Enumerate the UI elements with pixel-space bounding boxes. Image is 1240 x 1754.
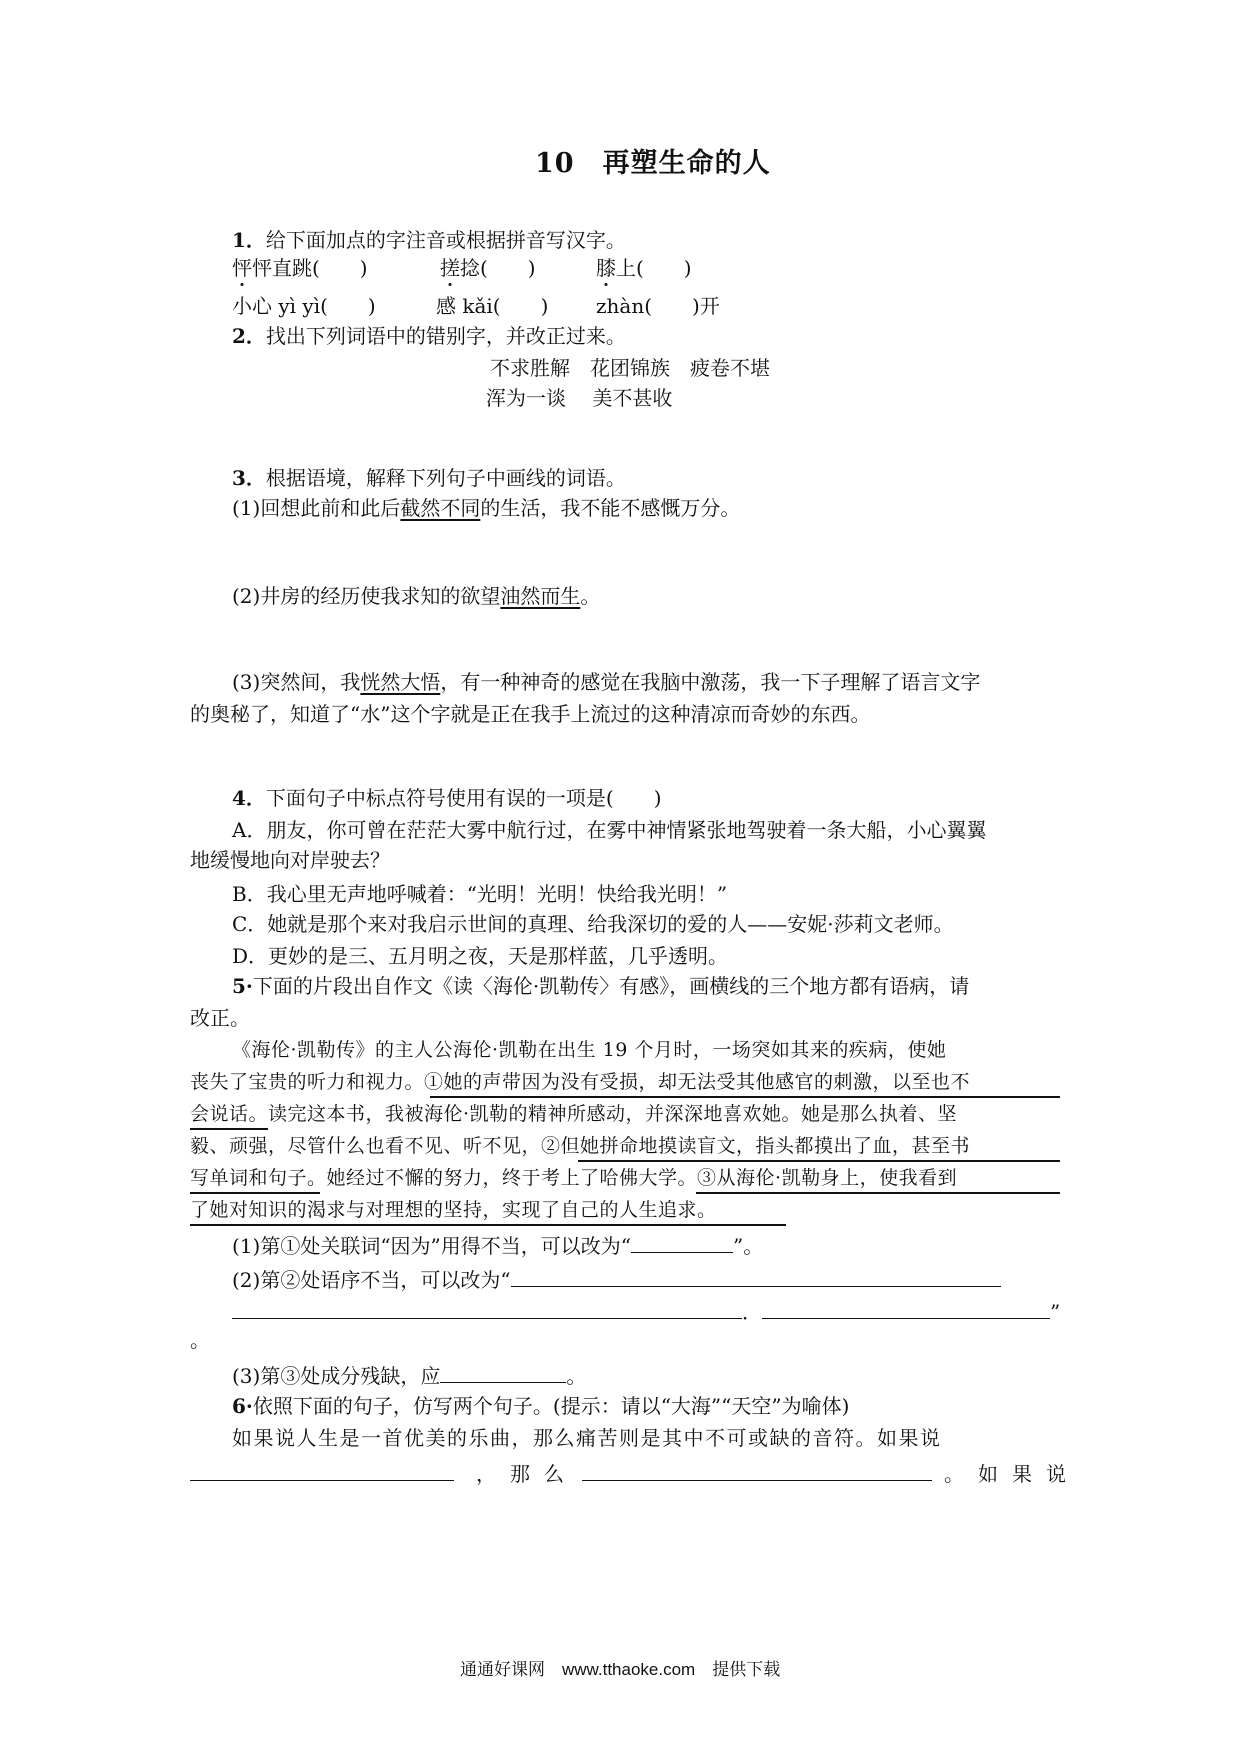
passage-line-3: 会说话。读完这本书，我被海伦·凯勒的精神所感动，并深深地喜欢她。她是那么执着、坚 xyxy=(190,1103,958,1125)
question-5-sub-3: (3)第③处成分残缺，应 。 xyxy=(232,1360,586,1390)
question-5-text: 下面的片段出自作文《读〈海伦·凯勒传〉有感》，画横线的三个地方都有语病，请 xyxy=(252,974,970,998)
dotted-char: 膝 xyxy=(596,256,616,280)
flawed-sentence-2: ②但她拼命地摸读盲文，指头都摸出了血，甚至书 xyxy=(541,1135,971,1157)
question-4-text: 下面句子中标点符号使用有误的一项是( ) xyxy=(265,786,662,810)
question-6-number: 6· xyxy=(232,1394,253,1418)
question-3-sentence-3-cont: 的奥秘了，知道了“水”这个字就是正在我手上流过的这种清凉而奇妙的东西。 xyxy=(190,702,871,726)
question-3-prompt xyxy=(232,464,626,492)
question-6-answer-line: ，那么 。如果说 xyxy=(190,1458,1080,1488)
question-5-sub-2-cont: ． ” xyxy=(232,1296,1060,1326)
passage-line-1: 《海伦·凯勒传》的主人公海伦·凯勒在出生 19 个月时，一场突如其来的疾病，使她 xyxy=(232,1039,947,1061)
answer-blank-2b[interactable] xyxy=(232,1296,742,1319)
question-1-item-6: zhàn( )开 xyxy=(596,294,720,318)
underline-2b xyxy=(190,1192,320,1194)
underline-2a xyxy=(578,1160,1060,1162)
flawed-sentence-3: ③从海伦·凯勒身上，使我看到 xyxy=(697,1167,958,1189)
answer-blank-6a[interactable] xyxy=(190,1458,454,1481)
question-1-item-3: 膝上( ) xyxy=(596,256,692,280)
question-6-text: 依照下面的句子，仿写两个句子。(提示：请以“大海”“天空”为喻体) xyxy=(252,1394,850,1418)
question-2-words-2: 浑为一谈 美不甚收 xyxy=(486,386,673,410)
question-5-prompt-cont: 改正。 xyxy=(190,1006,250,1030)
question-4-prompt xyxy=(232,784,662,812)
underline-1a xyxy=(430,1096,1060,1098)
underlined-word: 油然而生 xyxy=(500,584,581,608)
page-footer: 通通好课网 www.tthaoke.com 提供下载 xyxy=(460,1660,781,1679)
question-5-number: 5· xyxy=(232,974,253,998)
answer-blank-2c[interactable] xyxy=(762,1296,1050,1319)
answer-blank-6b[interactable] xyxy=(582,1458,932,1481)
question-1-number: 1． xyxy=(232,228,266,252)
question-1-item-2: 搓捻( ) xyxy=(440,256,536,280)
option-d: D．更妙的是三、五月明之夜，天是那样蓝，几乎透明。 xyxy=(232,944,729,968)
underline-3b xyxy=(190,1224,786,1226)
option-a-cont: 地缓慢地向对岸驶去？ xyxy=(190,848,390,872)
question-2-text: 找出下列词语中的错别字，并改正过来。 xyxy=(265,324,626,348)
passage-line-6: 了她对知识的渴求与对理想的坚持，实现了自己的人生追求。 xyxy=(190,1199,717,1221)
question-5-prompt xyxy=(232,972,969,1000)
passage-line-4: 毅、顽强，尽管什么也看不见、听不见，②但她拼命地摸读盲文，指头都摸出了血，甚至书 xyxy=(190,1135,971,1157)
question-1-item-4: 小心 yì yì( ) xyxy=(232,294,376,318)
question-1-text: 给下面加点的字注音或根据拼音写汉字。 xyxy=(265,228,626,252)
question-3-sentence-3: (3)突然间，我恍然大悟，有一种神奇的感觉在我脑中激荡，我一下子理解了语言文字 xyxy=(232,670,981,694)
page-title: 10 再塑生命的人 xyxy=(535,148,771,179)
question-1-prompt xyxy=(232,226,626,254)
question-1-item-5: 感 kǎi( ) xyxy=(436,294,549,318)
question-2-prompt xyxy=(232,322,626,350)
underlined-word: 截然不同 xyxy=(400,496,481,520)
option-b: B．我心里无声地呼喊着：“光明！光明！快给我光明！” xyxy=(232,882,728,906)
answer-blank-1[interactable] xyxy=(631,1230,733,1253)
question-3-sentence-1: (1)回想此前和此后截然不同的生活，我不能不感慨万分。 xyxy=(232,496,741,520)
option-c: C．她就是那个来对我启示世间的真理、给我深切的爱的人——安妮·莎莉文老师。 xyxy=(232,912,954,936)
question-5-sub-2: (2)第②处语序不当，可以改为“ xyxy=(232,1264,1001,1294)
question-6-prompt xyxy=(232,1392,849,1420)
question-5-sub-1: (1)第①处关联词“因为”用得不当，可以改为“ ”。 xyxy=(232,1230,763,1260)
flawed-sentence-1: ①她的声带因为没有受损，却无法受其他感官的刺激，以至也不 xyxy=(424,1071,971,1093)
question-2-number: 2． xyxy=(232,324,266,348)
question-1-item-1: 怦怦直跳( ) xyxy=(232,256,368,280)
question-2-words-1: 不求胜解 花团锦族 疲卷不堪 xyxy=(490,356,770,380)
answer-blank-3[interactable] xyxy=(440,1360,566,1383)
question-3-text: 根据语境，解释下列句子中画线的词语。 xyxy=(265,466,626,490)
dotted-char: 搓 xyxy=(440,256,460,280)
passage-line-5: 写单词和句子。她经过不懈的努力，终于考上了哈佛大学。③从海伦·凯勒身上，使我看到 xyxy=(190,1167,958,1189)
question-5-sub-2-end: 。 xyxy=(190,1328,210,1352)
underline-1b xyxy=(190,1128,268,1130)
dotted-char: 怦 xyxy=(232,256,252,280)
question-6-example: 如果说人生是一首优美的乐曲，那么痛苦则是其中不可或缺的音符。如果说 xyxy=(232,1426,942,1450)
passage-line-2: 丧失了宝贵的听力和视力。①她的声带因为没有受损，却无法受其他感官的刺激，以至也不 xyxy=(190,1071,971,1093)
answer-blank-2a[interactable] xyxy=(511,1264,1001,1287)
underline-3a xyxy=(696,1192,1060,1194)
question-3-sentence-2: (2)井房的经历使我求知的欲望油然而生。 xyxy=(232,584,601,608)
underlined-word: 恍然大悟 xyxy=(360,670,441,694)
option-a: A．朋友，你可曾在茫茫大雾中航行过，在雾中神情紧张地驾驶着一条大船，小心翼翼 xyxy=(232,818,987,842)
question-4-number: 4． xyxy=(232,786,266,810)
question-3-number: 3． xyxy=(232,466,266,490)
